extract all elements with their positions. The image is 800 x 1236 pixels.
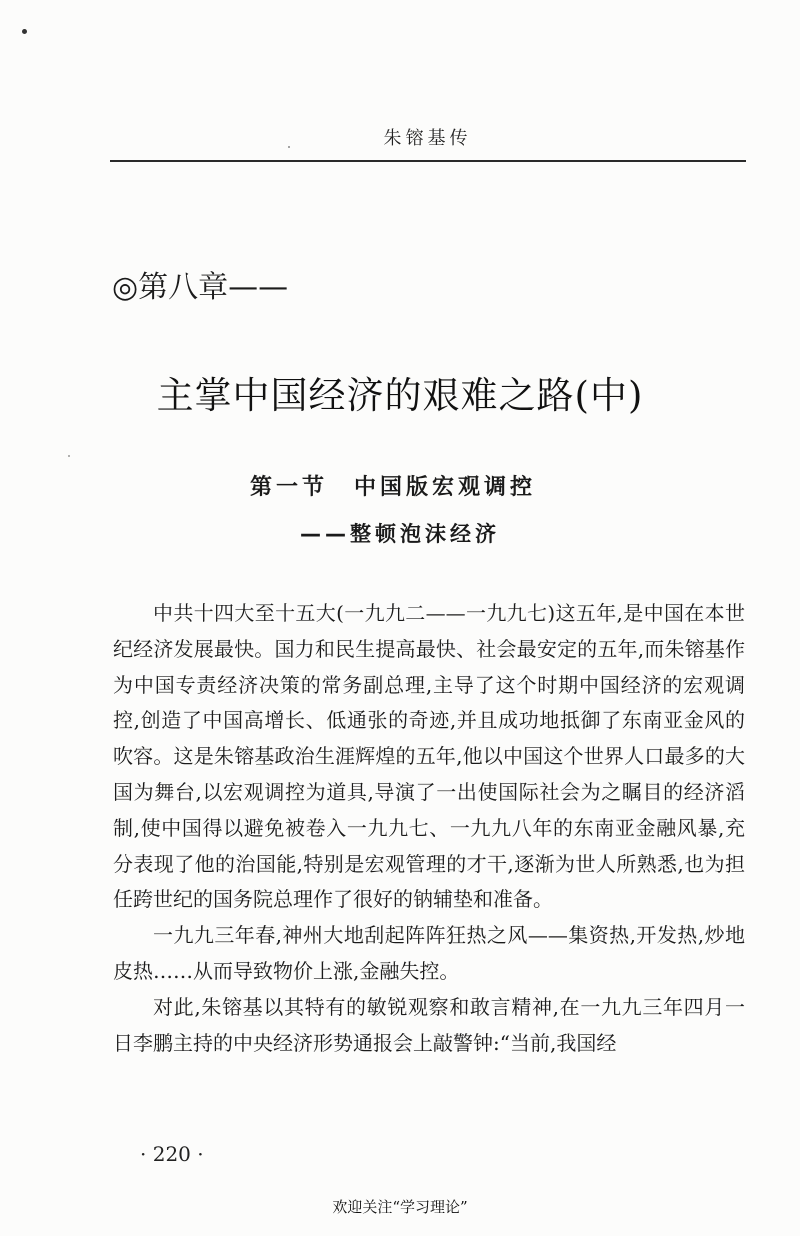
running-header: 朱镕基传	[383, 128, 472, 149]
section-title: 第一节 中国版宏观调控	[250, 475, 537, 500]
body-paragraph: 对此,朱镕基以其特有的敏锐观察和敢言精神,在一九九三年四月一日李鹏主持的中央经济形势通报会上敲警钟:“当前,我国经	[113, 994, 745, 1055]
body-paragraph: 中共十四大至十五大(一九九二——一九九七)这五年,是中国在本世纪经济发展最快。国力和民生提高最快、社会最安定的五年,而朱镕基作为中国专责经济决策的常务副总理,主导了这个时期中国经济的宏观调控,创造了中国高增长、低通张的奇迹,并且成功地抵御了东南亚金风的吹容。这是朱镕基政治生涯辉煌的五年,他以中国这个世界人口最多的大国为舞台,以宏观调控为道具,导演了一出使国际社会为之瞩目的经济滔制,使中国得以避免被卷入一九九七、一九九八年的东南亚金融风暴,充分表现了他的治国能,特别是宏观管理的才干,逐渐为世人所熟悉,也为担任跨世纪的国务院总理作了很好的钠辅垫和准备。	[113, 601, 745, 912]
footer-note: 欢迎关注“学习理论”	[332, 1198, 468, 1216]
scan-speck	[22, 29, 27, 34]
page-number: · 220 ·	[140, 1142, 204, 1166]
chapter-label: ◎第八章——	[112, 270, 289, 305]
section-subtitle: ——整顿泡沫经济	[300, 522, 500, 546]
body-paragraph: 一九九三年春,神州大地刮起阵阵狂热之风——集资热,开发热,炒地皮热……从而导致物价上涨,金融失控。	[113, 923, 745, 983]
body-text	[113, 596, 745, 1061]
header-rule	[110, 160, 746, 162]
chapter-title: 主掌中国经济的艰难之路(中)	[156, 374, 644, 417]
scan-speck	[68, 455, 70, 457]
